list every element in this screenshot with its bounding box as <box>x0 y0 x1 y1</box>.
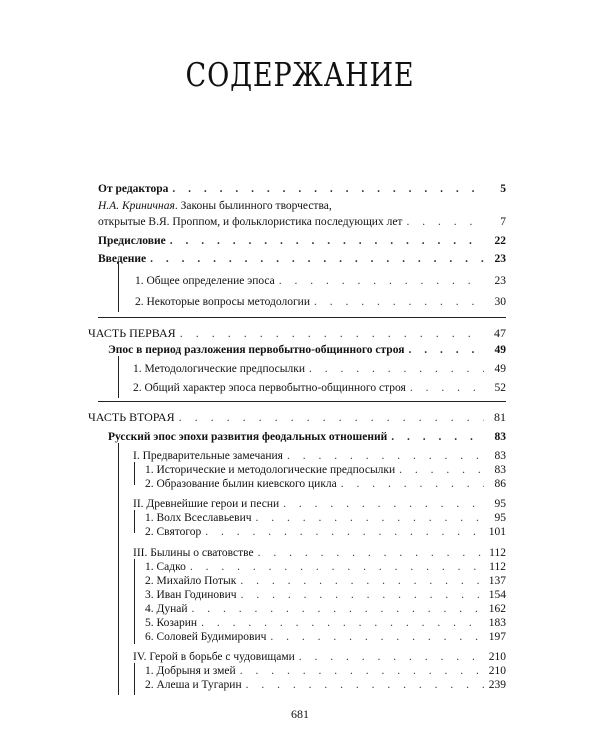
toc-chapter <box>133 650 506 664</box>
toc-entry <box>133 362 506 376</box>
toc-entry-title: ЧАСТЬ ВТОРАЯ <box>88 410 175 424</box>
leader-dots <box>179 410 484 424</box>
leader-dots <box>341 477 484 491</box>
toc-entry-title: 1. Исторические и методологические предпосылки <box>145 464 396 476</box>
divider <box>98 401 506 402</box>
toc-entry <box>108 343 506 357</box>
toc-entry <box>133 381 506 395</box>
toc-entry <box>98 234 506 248</box>
toc-entry-page: 30 <box>494 296 506 308</box>
toc-entry-title: 5. Козарин <box>145 617 198 629</box>
toc-entry-page: 83 <box>494 431 506 443</box>
leader-dots <box>240 574 484 588</box>
toc-entry-author: Н.А. Криничная <box>98 200 175 212</box>
leader-dots <box>256 511 484 525</box>
toc-entry-page: 49 <box>494 344 506 356</box>
leader-dots <box>240 664 484 678</box>
toc-part-heading <box>88 410 506 424</box>
toc-entry-page: 112 <box>489 547 506 559</box>
toc-entry-page: 239 <box>488 679 506 691</box>
leader-dots <box>287 449 484 463</box>
page-number: 681 <box>291 707 309 721</box>
toc-entry <box>145 511 506 525</box>
toc-entry <box>135 295 506 309</box>
toc-entry-title: III. Былины о сватовстве <box>133 547 254 559</box>
divider <box>98 317 506 318</box>
toc-chapter <box>133 449 506 463</box>
leader-dots <box>192 602 484 616</box>
toc-entry-page: 210 <box>488 665 506 677</box>
toc-entry-title: 2. Алеша и Тугарин <box>145 679 242 691</box>
toc-entry <box>145 463 506 477</box>
toc-entry-title: От редактора <box>98 183 169 195</box>
toc-entry <box>108 430 506 444</box>
toc-entry-title: . Законы былинного творчества, <box>174 200 332 212</box>
leader-dots <box>241 588 484 602</box>
toc-entry-page: 23 <box>494 253 506 265</box>
toc-entry <box>145 477 506 491</box>
toc-entry-page: 137 <box>488 575 506 587</box>
toc-entry <box>145 560 506 574</box>
toc-entry-page: 95 <box>494 512 506 524</box>
toc-entry <box>145 630 506 644</box>
toc-entry-title: IV. Герой в борьбе с чудовищами <box>133 651 295 663</box>
toc-chapter <box>133 497 506 511</box>
toc-entry-page: 183 <box>488 617 506 629</box>
leader-dots <box>410 381 484 395</box>
leader-dots <box>246 678 484 692</box>
toc-entry-title: 6. Соловей Будимирович <box>145 631 267 643</box>
toc-entry-title: 2. Михайло Потык <box>145 575 237 587</box>
bracket-line <box>118 356 119 398</box>
toc-entry <box>145 602 506 616</box>
page-title: СОДЕРЖАНИЕ <box>185 55 415 94</box>
toc-entry-line2 <box>98 215 506 229</box>
leader-dots <box>205 525 484 539</box>
toc-part-heading <box>88 326 506 340</box>
toc-entry <box>145 588 506 602</box>
toc-entry-page: 101 <box>488 526 506 538</box>
toc-entry-page: 81 <box>494 410 506 424</box>
toc-entry-title: 2. Некоторые вопросы методологии <box>135 296 310 308</box>
toc-entry <box>135 274 506 288</box>
toc-entry-title: 3. Иван Годинович <box>145 589 237 601</box>
toc-entry-title: Русский эпос эпохи развития феодальных отношений <box>108 431 388 443</box>
toc-entry-page: 162 <box>488 603 506 615</box>
toc-entry-page: 154 <box>488 589 506 601</box>
toc-entry-page: 23 <box>494 275 506 287</box>
toc-entry-page: 112 <box>489 561 506 573</box>
toc-entry-page: 95 <box>494 498 506 510</box>
toc-entry <box>145 664 506 678</box>
leader-dots <box>170 234 484 248</box>
leader-dots <box>283 497 484 511</box>
bracket-line <box>134 663 135 695</box>
leader-dots <box>172 182 484 196</box>
toc-entry-page: 22 <box>494 235 506 247</box>
leader-dots <box>190 560 484 574</box>
toc-entry-title: Введение <box>98 253 147 265</box>
leader-dots <box>201 616 484 630</box>
toc-entry <box>145 525 506 539</box>
bracket-line <box>134 510 135 533</box>
leader-dots <box>309 362 484 376</box>
toc-entry-page: 52 <box>494 382 506 394</box>
toc-entry-line1 <box>98 199 506 213</box>
toc-entry-page: 83 <box>494 450 506 462</box>
leader-dots <box>299 650 484 664</box>
leader-dots <box>258 546 484 560</box>
leader-dots <box>279 274 484 288</box>
toc-entry-title: 1. Добрыня и змей <box>145 665 236 677</box>
toc-entry <box>145 616 506 630</box>
toc-entry <box>98 182 506 196</box>
toc-entry-title: 1. Садко <box>145 561 186 573</box>
toc-entry <box>98 252 506 266</box>
leader-dots <box>406 215 484 229</box>
bracket-line <box>118 262 119 312</box>
toc-entry-title: 2. Общий характер эпоса первобытно-общинного строя <box>133 382 406 394</box>
toc-entry-title: I. Предварительные замечания <box>133 450 283 462</box>
toc-entry-title: Эпос в период разложения первобытно-общинного строя <box>108 344 405 356</box>
bracket-line <box>134 462 135 485</box>
leader-dots <box>391 430 484 444</box>
toc-entry-title: 2. Святогор <box>145 526 202 538</box>
leader-dots <box>180 326 484 340</box>
toc-entry-page: 47 <box>494 326 506 340</box>
toc-entry <box>145 574 506 588</box>
toc-entry-title: 1. Общее определение эпоса <box>135 275 275 287</box>
toc-entry-title: 2. Образование былин киевского цикла <box>145 478 337 490</box>
toc-chapter <box>133 546 506 560</box>
leader-dots <box>150 252 484 266</box>
bracket-line <box>118 443 119 695</box>
toc-entry-title: 1. Волх Всеславьевич <box>145 512 252 524</box>
toc-entry-title: Предисловие <box>98 235 166 247</box>
toc-entry-title: 4. Дунай <box>145 603 188 615</box>
toc-entry-page: 7 <box>500 216 506 228</box>
toc-entry-title: ЧАСТЬ ПЕРВАЯ <box>88 326 176 340</box>
toc-entry-title: 1. Методологические предпосылки <box>133 363 305 375</box>
leader-dots <box>399 463 484 477</box>
toc-entry-title-continued: открытые В.Я. Проппом, и фольклористика последующих лет <box>98 216 403 228</box>
leader-dots <box>408 343 484 357</box>
toc-entry-page: 86 <box>494 478 506 490</box>
toc-entry-page: 197 <box>488 631 506 643</box>
toc-entry-page: 49 <box>494 363 506 375</box>
toc-entry-page: 5 <box>500 183 506 195</box>
toc-entry-page: 210 <box>488 651 506 663</box>
bracket-line <box>134 559 135 644</box>
toc-entry-page: 83 <box>494 464 506 476</box>
leader-dots <box>314 295 484 309</box>
toc-entry-title: II. Древнейшие герои и песни <box>133 498 280 510</box>
toc-entry <box>145 678 506 692</box>
leader-dots <box>270 630 484 644</box>
